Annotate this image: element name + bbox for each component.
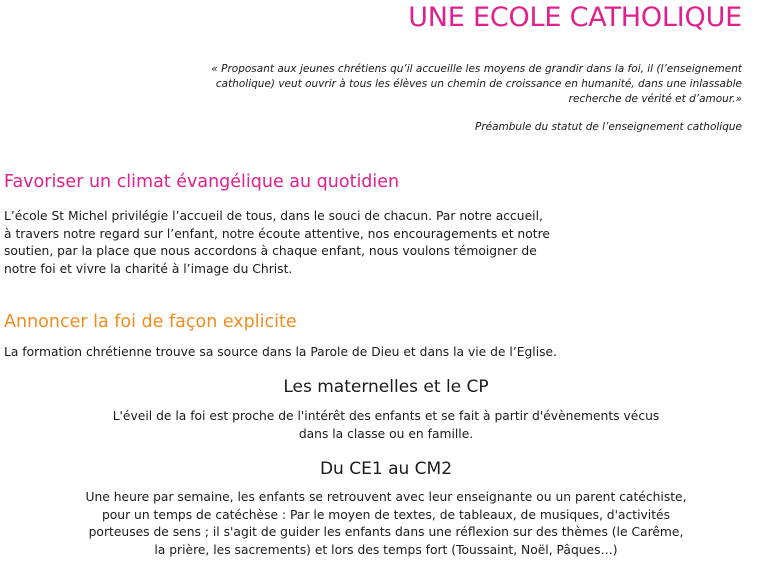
paragraph-line: porteuses de sens ; il s'agit de guider les enfants dans une réflexion sur des thèmes (le Carême, — [88, 525, 684, 539]
subheading-maternelles: Les maternelles et le CP — [283, 377, 489, 397]
section-heading-foi: Annoncer la foi de façon explicite — [4, 312, 297, 332]
subheading-ce1-cm2: Du CE1 au CM2 — [319, 459, 453, 479]
quote-line: catholique) veut ouvrir à tous les élèves un chemin de croissance en humanité, dans une inlassable — [215, 78, 742, 90]
quote-line: « Proposant aux jeunes chrétiens qu’il accueille les moyens de grandir dans la foi, il (l’enseignement — [211, 63, 742, 75]
preamble-quote — [132, 62, 742, 107]
page-title: UNE ECOLE CATHOLIQUE — [408, 2, 742, 33]
foi-paragraph: La formation chrétienne trouve sa source dans la Parole de Dieu et dans la vie de l’Eglise. — [4, 345, 558, 359]
paragraph-line: L'éveil de la foi est proche de l'intérêt des enfants et se fait à partir d'évènements vécus — [112, 409, 660, 423]
paragraph-line: Une heure par semaine, les enfants se retrouvent avec leur enseignante ou un parent catéchiste, — [85, 490, 687, 504]
ce1-cm2-paragraph — [0, 489, 772, 559]
paragraph-line: dans la classe ou en famille. — [298, 426, 474, 441]
quote-line: recherche de vérité et d’amour.» — [568, 93, 742, 105]
paragraph-line: à travers notre regard sur l’enfant, notre écoute attentive, nos encouragements et notre — [4, 226, 550, 241]
section-heading-climat: Favoriser un climat évangélique au quotidien — [4, 172, 400, 192]
climat-paragraph — [4, 208, 654, 278]
paragraph-line: L’école St Michel privilégie l’accueil de tous, dans le souci de chacun. Par notre accueil, — [4, 209, 543, 223]
maternelles-paragraph — [0, 408, 772, 443]
paragraph-line: notre foi et vivre la charité à l’image du Christ. — [4, 261, 293, 276]
quote-source: Préambule du statut de l’enseignement catholique — [475, 121, 742, 133]
paragraph-line: soutien, par la place que nous accordons à chaque enfant, nous voulons témoigner de — [4, 244, 537, 258]
paragraph-line: pour un temps de catéchèse : Par le moyen de textes, de tableaux, de musiques, d'activités — [101, 507, 671, 522]
paragraph-line: la prière, les sacrements) et lors des temps fort (Toussaint, Noël, Pâques…) — [154, 542, 618, 557]
